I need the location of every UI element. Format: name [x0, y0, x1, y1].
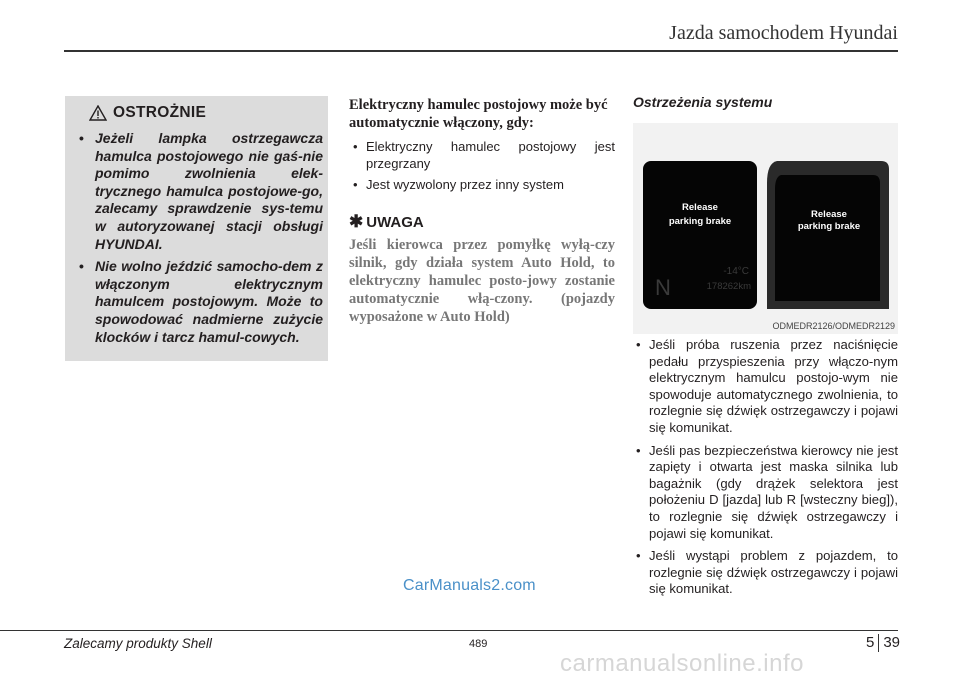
site-mark: carmanualsonline.info	[560, 650, 804, 677]
chapter-title: Jazda samochodem Hyundai	[669, 22, 898, 44]
figure-code: ODMEDR2126/ODMEDR2129	[772, 321, 895, 331]
section-heading: Elektryczny hamulec postojowy może być automatycznie włączony, gdy:	[349, 97, 608, 131]
right-column-heading-wrap	[633, 93, 898, 111]
list-item: • Jeśli próba ruszenia przez naciśnięcie pedału przyspieszenia przy włączo-nym elektrycznym hamulcu postojo-wym nie spowoduje automatycznego zwolnienia, to rozlegnie się dźwięk ostrzegawczy i pojawi się komunikat.	[636, 337, 898, 435]
footer-rule	[0, 630, 898, 631]
note-body: Jeśli kierowca przez pomyłkę wyłą-czy silnik, gdy działa system Auto Hold, to elektryczny hamulec posto-jowy zostanie automatycznie włą-czony. (pojazdy wyposażone w Auto Hold)	[349, 237, 615, 325]
footer-separator	[878, 634, 879, 652]
warning-conditions-list	[633, 337, 898, 604]
section-heading: Ostrzeżenia systemu	[633, 94, 773, 110]
temp-readout: -14°C	[723, 266, 749, 277]
warning-list	[75, 130, 323, 351]
odometer-readout: 178262km	[706, 281, 751, 292]
list-item: • Jeśli pas bezpieczeństwa kierowcy nie jest zapięty i otwarta jest maska silnika lub bagażnik (gdy drążek selektora jest położeniu D [jazda] lub R [wsteczny bieg]), to rozlegnie się dźwięk ostrzegawczy i pojawi się komunikat.	[636, 442, 898, 541]
watermark: CarManuals2.com	[403, 577, 536, 594]
right-message-line2: parking brake	[797, 221, 861, 232]
warning-triangle-icon	[89, 105, 107, 121]
header-rule	[64, 50, 898, 52]
gear-indicator: N	[655, 275, 671, 300]
note-header	[349, 213, 615, 231]
warning-box	[65, 96, 328, 361]
left-message-line2: parking brake	[668, 216, 732, 227]
condition-list	[349, 138, 615, 193]
middle-column	[349, 96, 615, 327]
list-item: • Elektryczny hamulec postojowy jest przegrzany	[353, 139, 615, 171]
note-title: UWAGA	[366, 213, 424, 231]
list-item: • Jeśli wystąpi problem z pojazdem, to rozlegnie się dźwięk ostrzegawczy i pojawi się komunikat.	[636, 548, 898, 597]
warning-title: OSTROŻNIE	[113, 104, 207, 121]
footer-left-text: Zalecamy produkty Shell	[64, 636, 212, 651]
footer-page-number: 489	[469, 638, 488, 650]
right-display-panel	[775, 175, 880, 301]
right-message-line1: Release	[811, 209, 847, 220]
warning-header	[89, 104, 206, 122]
note-cross-icon: ✱	[349, 212, 364, 231]
list-item: • Jest wyzwolony przez inny system	[353, 177, 564, 192]
footer-chapter-page	[866, 634, 900, 652]
warning-item: • Nie wolno jeździć samocho-dem z włączonym elektrycznym hamulcem postojowym. Może to spowodować nadmierne zużycie klocków i tarcz hamul-cowych.	[79, 258, 323, 345]
cluster-figure	[633, 123, 898, 334]
page-in-chapter: 39	[883, 634, 901, 651]
cluster-illustration	[633, 123, 898, 334]
chapter-number: 5	[866, 634, 875, 651]
warning-item: • Jeżeli lampka ostrzegawcza hamulca postojowego nie gaś-nie pomimo zwolnienia elek-trycznego hamulca postojowe-go, zalecamy sprawdzenie sys-temu w autoryzowanej stacji obsługi HYUNDAI.	[79, 130, 323, 252]
left-message-line1: Release	[682, 202, 718, 213]
